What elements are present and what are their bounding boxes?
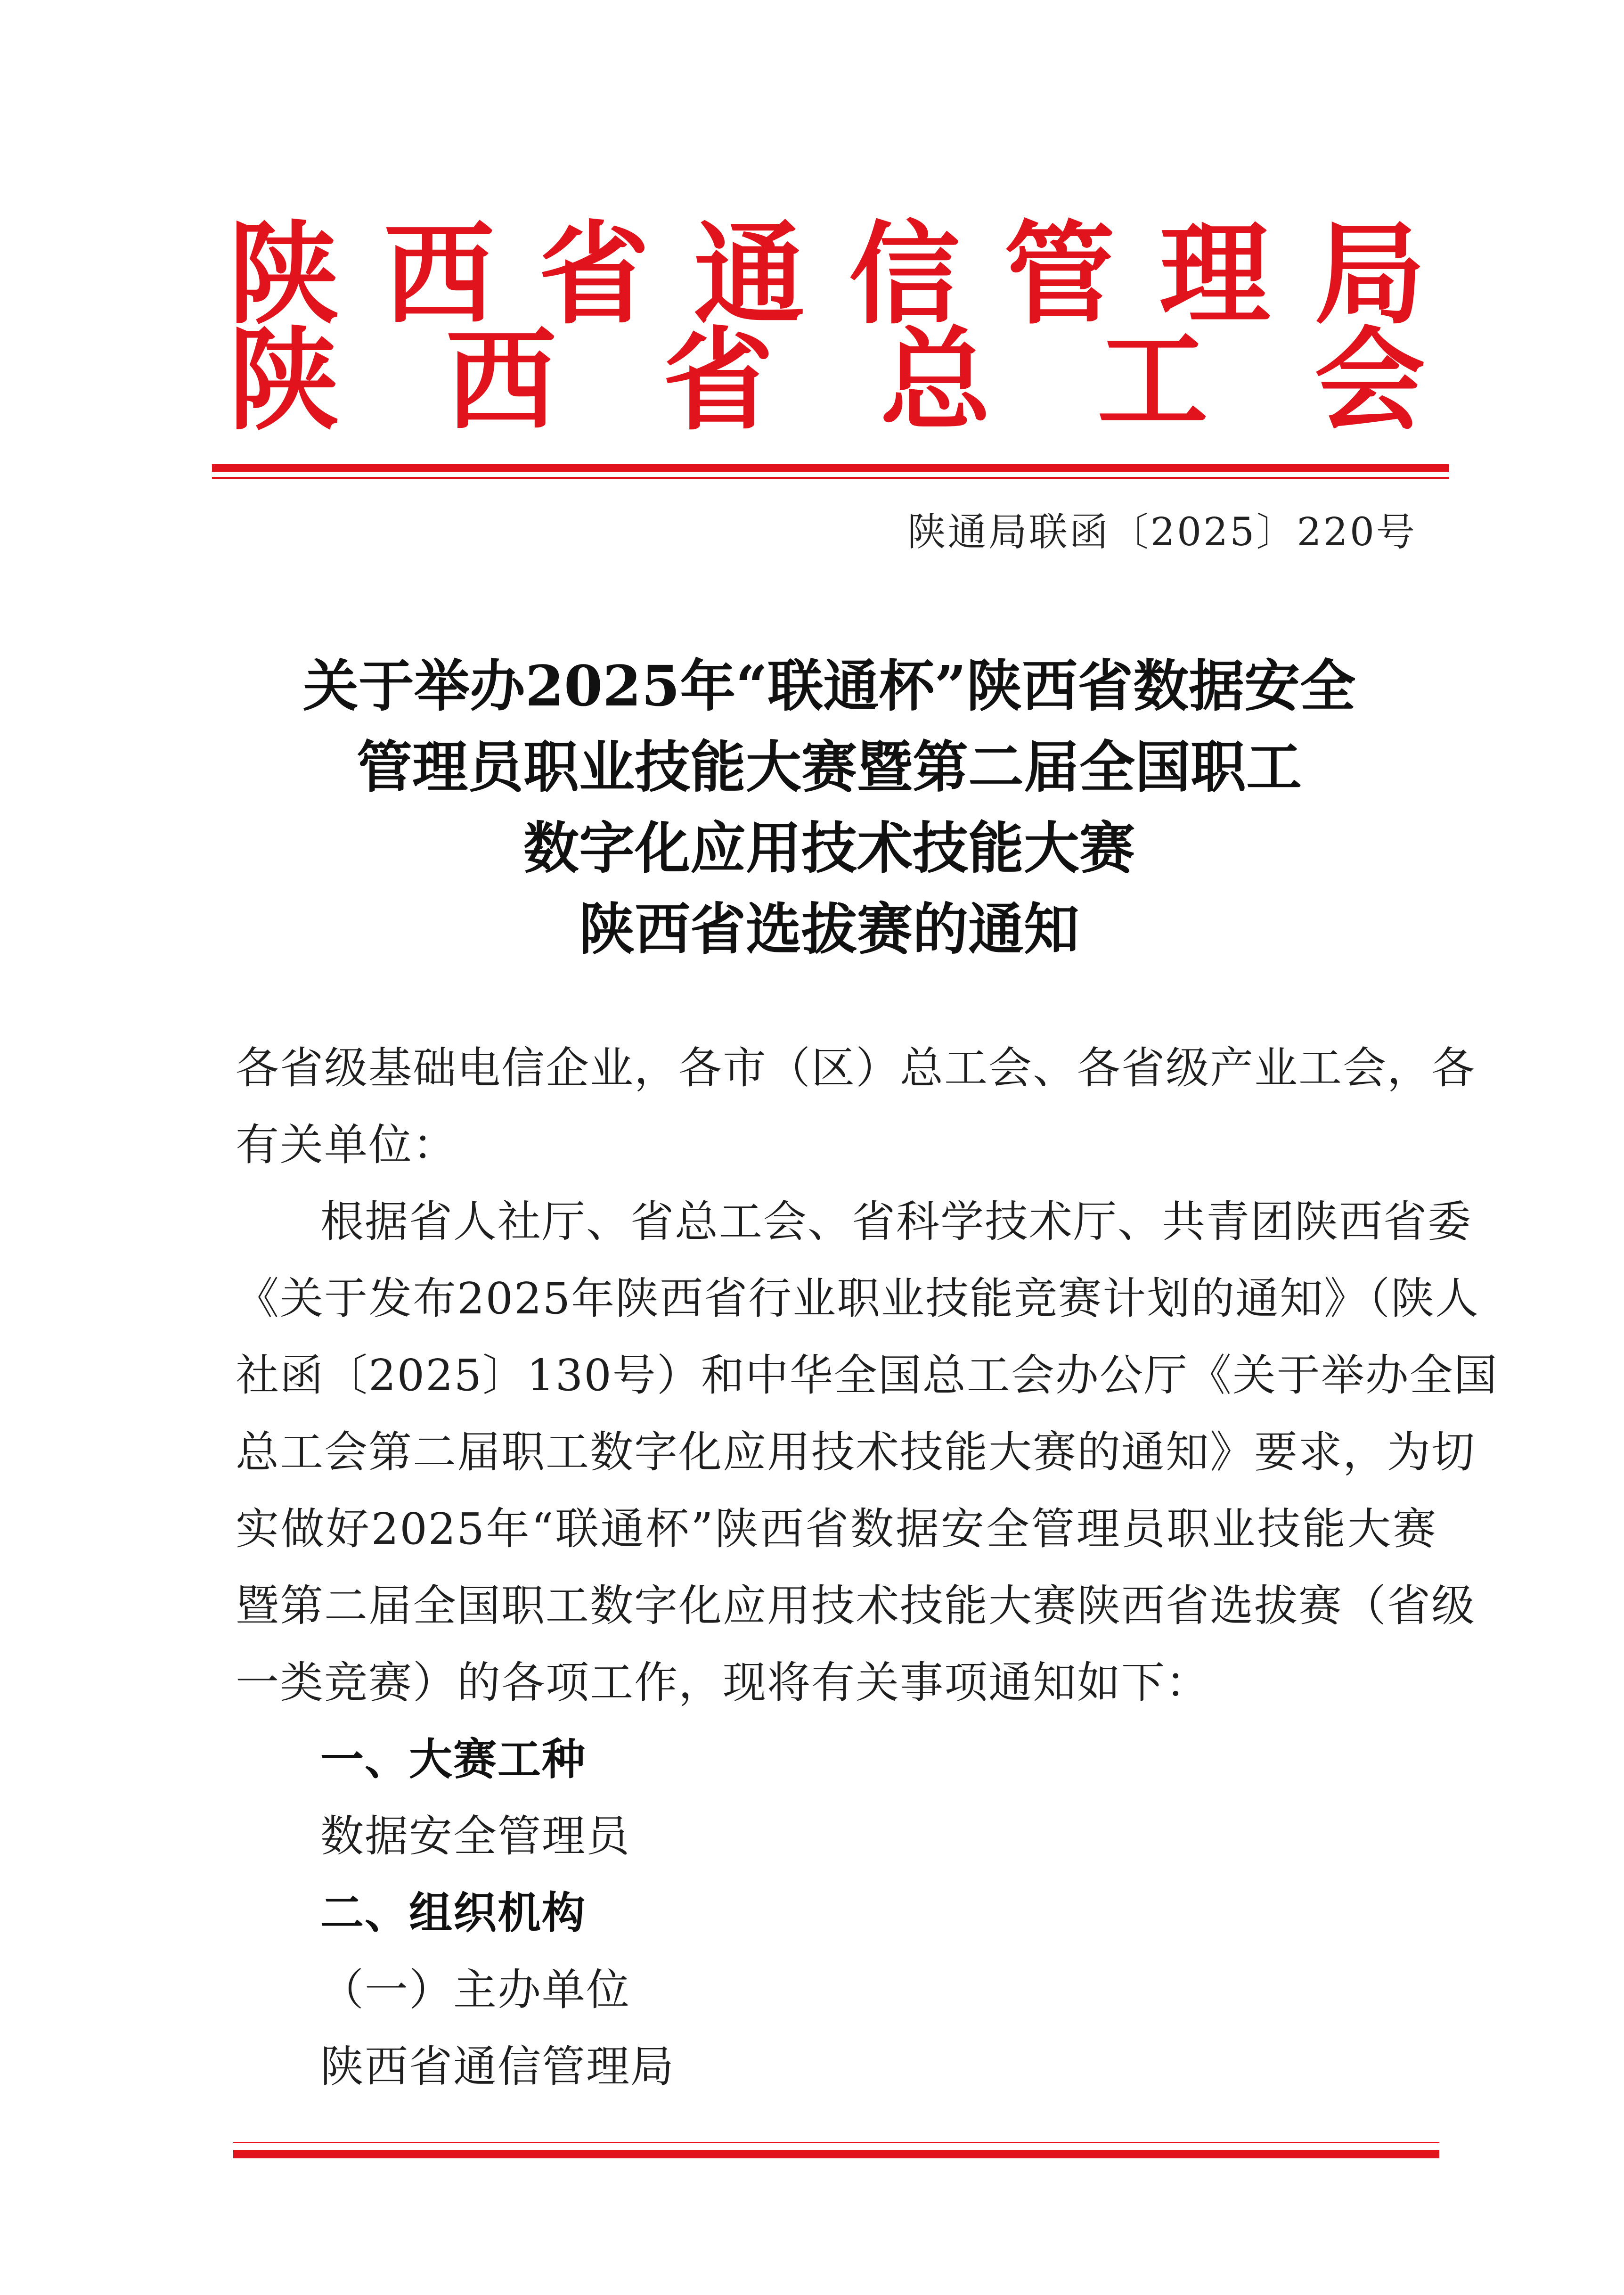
document-body bbox=[236, 1030, 1498, 2114]
letterhead-char: 通 bbox=[694, 209, 805, 339]
paragraph-line: 实做好2025年“联通杯”陕西省数据安全管理员职业技能大赛 bbox=[236, 1504, 1437, 1554]
section-content: 数据安全管理员 bbox=[320, 1811, 631, 1861]
paragraph-line: 暨第二届全国职工数字化应用技术技能大赛陕西省选拔赛（省级 bbox=[236, 1581, 1476, 1631]
subsection-content: 陕西省通信管理局 bbox=[320, 2041, 675, 2092]
title-line: 陕西省选拔赛的通知 bbox=[579, 896, 1079, 962]
letterhead-char: 管 bbox=[1004, 209, 1115, 339]
header-red-rule-thin bbox=[212, 477, 1449, 479]
letterhead-char: 信 bbox=[849, 209, 960, 339]
document-title bbox=[188, 646, 1470, 970]
letterhead-line-2 bbox=[229, 315, 1425, 445]
subsection-heading: （一）主办单位 bbox=[320, 1965, 631, 2015]
header-red-rule bbox=[212, 464, 1449, 472]
paragraph-line: 社函〔2025〕130号）和中华全国总工会办公厅《关于举办全国 bbox=[236, 1350, 1498, 1401]
letterhead-char: 省 bbox=[663, 315, 774, 445]
paragraph-line: 一类竞赛）的各项工作，现将有关事项通知如下： bbox=[236, 1657, 1210, 1708]
letterhead-char: 陕 bbox=[229, 209, 339, 339]
document-number: 陕通局联函〔2025〕220号 bbox=[907, 510, 1417, 555]
letterhead-char: 局 bbox=[1314, 209, 1425, 339]
paragraph-line: 《关于发布2025年陕西省行业职业技能竞赛计划的通知》（陕人 bbox=[236, 1273, 1480, 1324]
footer-red-rule bbox=[233, 2150, 1439, 2158]
letterhead-char: 陕 bbox=[229, 315, 339, 445]
letterhead-char: 理 bbox=[1159, 209, 1270, 339]
letterhead-char: 会 bbox=[1314, 315, 1425, 445]
recipients-line: 有关单位： bbox=[236, 1120, 457, 1170]
letterhead-char: 西 bbox=[384, 209, 495, 339]
letterhead-char: 省 bbox=[539, 209, 650, 339]
footer-red-rule-thin bbox=[233, 2142, 1439, 2143]
paragraph-line: 根据省人社厅、省总工会、省科学技术厅、共青团陕西省委 bbox=[320, 1197, 1472, 1247]
letterhead-line-1 bbox=[229, 209, 1425, 339]
section-heading: 二、组织机构 bbox=[320, 1888, 587, 1938]
section-heading: 一、大赛工种 bbox=[320, 1734, 587, 1785]
letterhead-char: 总 bbox=[880, 315, 991, 445]
title-line: 管理员职业技能大赛暨第二届全国职工 bbox=[356, 734, 1302, 800]
letterhead-char: 工 bbox=[1097, 315, 1208, 445]
letterhead-char: 西 bbox=[446, 315, 556, 445]
title-line: 关于举办2025年“联通杯”陕西省数据安全 bbox=[302, 653, 1356, 719]
paragraph-line: 总工会第二届职工数字化应用技术技能大赛的通知》要求，为切 bbox=[236, 1427, 1476, 1477]
recipients-line: 各省级基础电信企业，各市（区）总工会、各省级产业工会，各 bbox=[236, 1043, 1476, 1093]
title-line: 数字化应用技术技能大赛 bbox=[523, 815, 1135, 881]
